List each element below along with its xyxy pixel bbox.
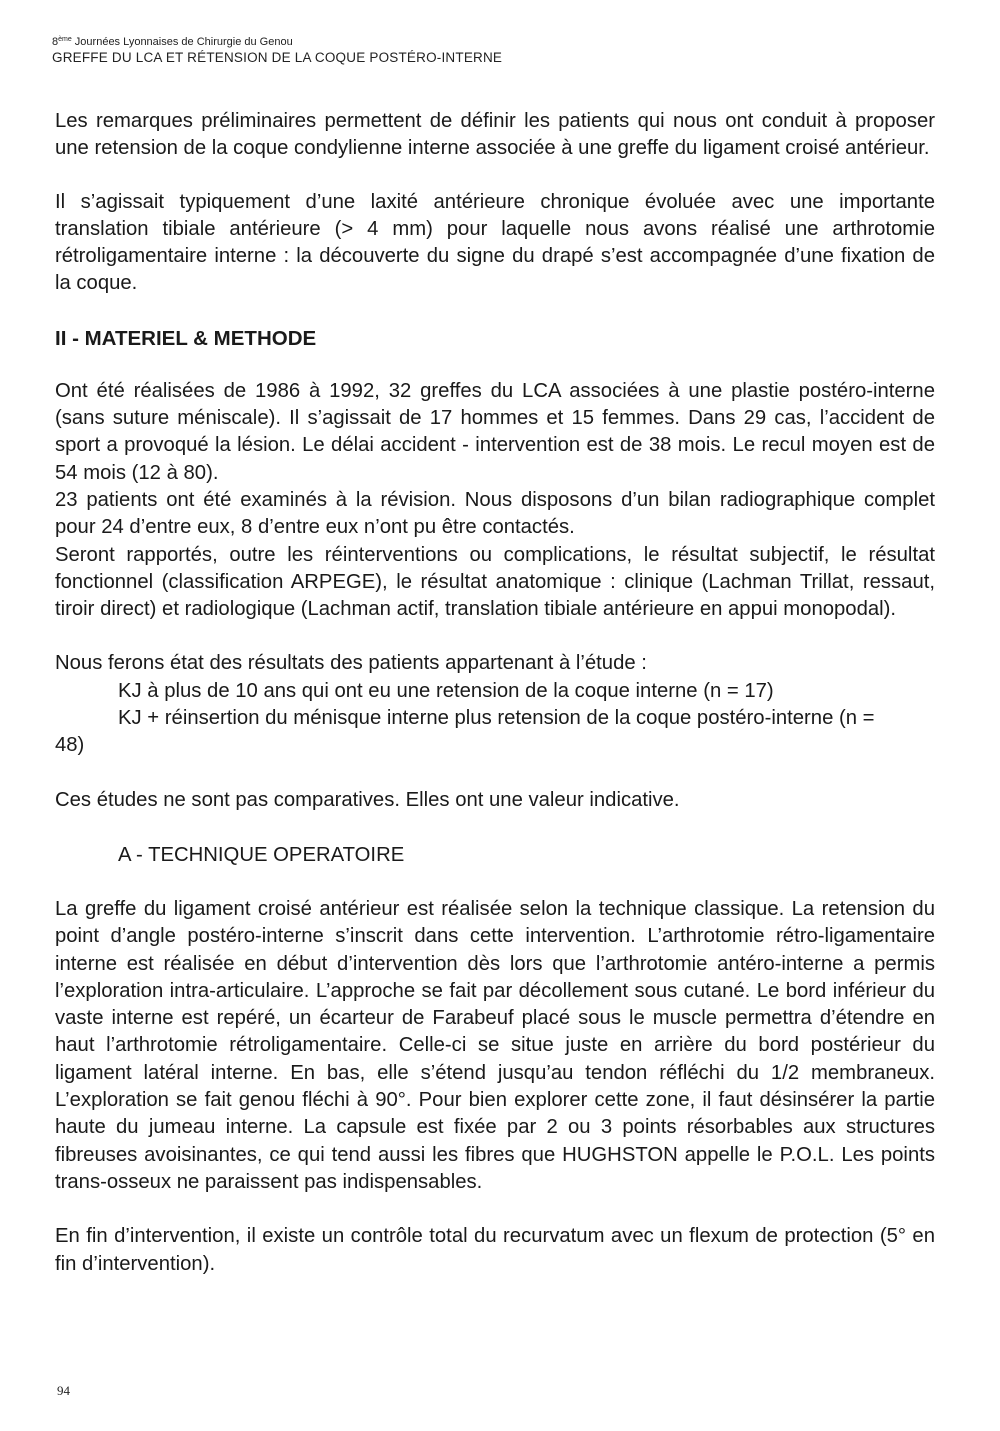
- section-heading: II - MATERIEL & METHODE: [55, 326, 317, 350]
- technique-paragraph-2: En fin d’intervention, il existe un contrôle total du recurvatum avec un flexum de protection (5° en fin d’intervention).: [55, 1225, 935, 1275]
- note-paragraph: Ces études ne sont pas comparatives. Elles ont une valeur indicative.: [55, 788, 680, 811]
- study-item-2-continuation: 48): [55, 734, 85, 757]
- article-title: GREFFE DU LCA ET RÉTENSION DE LA COQUE POSTÉRO-INTERNE: [52, 50, 503, 65]
- page-body: [55, 108, 935, 1278]
- journal-ordinal-suffix: ème: [58, 36, 72, 43]
- intro-paragraph-1: Les remarques préliminaires permettent de définir les patients qui nous ont conduit à proposer une retension de la coque condylienne interne associée à une greffe du ligament croisé antérieur.: [55, 110, 935, 160]
- journal-ordinal: 8: [52, 36, 59, 48]
- journal-line: [52, 36, 502, 49]
- journal-name: Journées Lyonnaises de Chirurgie du Genou: [71, 36, 293, 48]
- running-header: [52, 36, 502, 66]
- intro-paragraph-2: Il s’agissait typiquement d’une laxité antérieure chronique évoluée avec une importante translation tibiale antérieure (> 4 mm) pour laquelle nous avons réalisé une arthrotomie rétroligamentaire interne : la découverte du signe du drapé s’est accompagnée d’une fixation de la coque.: [55, 190, 935, 295]
- study-item-2: KJ + réinsertion du ménisque interne plus retension de la coque postéro-interne (n =: [118, 707, 875, 730]
- study-intro: Nous ferons état des résultats des patients appartenant à l’étude :: [55, 652, 647, 675]
- method-paragraph-2: 23 patients ont été examinés à la révision. Nous disposons d’un bilan radiographique complet pour 24 d’entre eux, 8 d’entre eux n’ont pu être contactés.: [55, 488, 935, 539]
- method-paragraph-3: Seront rapportés, outre les réinterventions ou complications, le résultat subjectif, le résultat fonctionnel (classification ARPEGE), le résultat anatomique : clinique (Lachman Trillat, ressaut, tiroir direct) et radiologique (Lachman actif, translation tibiale antérieure en appui monopodal).: [55, 543, 935, 621]
- page-number: 94: [57, 1383, 70, 1398]
- study-item-1: KJ à plus de 10 ans qui ont eu une retension de la coque interne (n = 17): [118, 679, 774, 702]
- method-paragraph-1: Ont été réalisées de 1986 à 1992, 32 greffes du LCA associées à une plastie postéro-interne (sans suture méniscale). Il s’agissait de 17 hommes et 15 femmes. Dans 29 cas, l’accident de sport a provoqué la lésion. Le délai accident - intervention est de 38 mois. Le recul moyen est de 54 mois (12 à 80).: [55, 379, 935, 484]
- technique-paragraph-1: La greffe du ligament croisé antérieur est réalisée selon la technique classique. La retension du point d’angle postéro-interne s’inscrit dans cette intervention. L’arthrotomie rétro-ligamentaire interne est réalisée en début d’intervention dès lors que l’arthrotomie antéro-interne a permis l’exploration intra-articulaire. L’approche se fait par décollement sous cutané. Le bord inférieur du vaste interne est repéré, un écarteur de Farabeuf placé sous le muscle permettra d’étendre en haut l’arthrotomie rétroligamentaire. Celle-ci se situe juste en arrière du bord postérieur du ligament latéral interne. En bas, elle s’étend jusqu’au tendon réfléchi du 1/2 membraneux. L’exploration se fait genou fléchi à 90°. Pour bien explorer cette zone, il faut désinsérer la partie haute du jumeau interne. La capsule est fixée par 2 ou 3 points résorbables aux structures fibreuses avoisinantes, ce qui tend aussi les fibres que HUGHSTON appelle le P.O.L. Les points trans-osseux ne paraissent pas indispensables.: [55, 897, 935, 1193]
- sub-heading: A - TECHNIQUE OPERATOIRE: [118, 843, 405, 866]
